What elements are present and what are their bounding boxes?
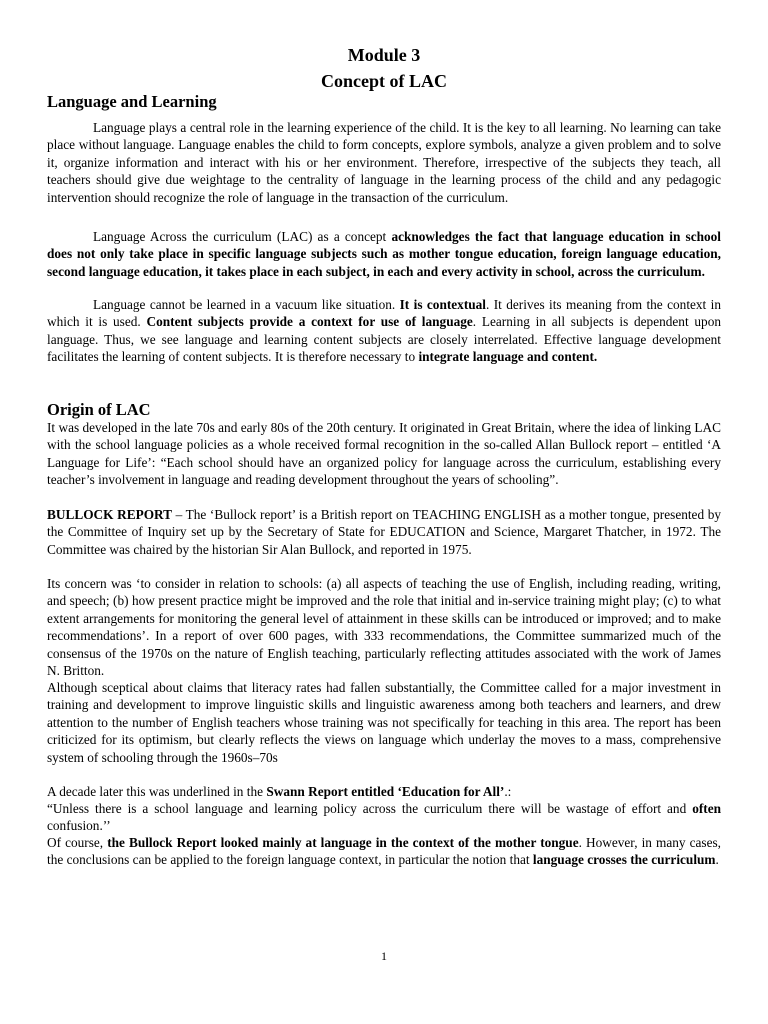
bold-text-span: acknowledges the fact that language education in school does not only take place in specific language subjects such as mother tongue education, foreign language education, second language education, it takes place in each subject, in each and every activity in school, across the curriculum. (47, 229, 721, 279)
text-span: “Unless there is a school language and learning policy across the curriculum there will be wastage of effort and (47, 801, 693, 816)
text-span: . (715, 852, 719, 868)
paragraph-language-role: Language plays a central role in the learning experience of the child. It is the key to all learning. No learning can take place without language. Language enables the child to form concepts, explore symbols, analyze a given problem and to solve it, organize information and interact with his or her environment. Therefore, irrespective of the subjects they teach, all teachers should give due weightage to the centrality of language in the learning process of the child and any pedagogic intervention should recognize the role of language in the transaction of the curriculum. (47, 120, 721, 205)
text-span: Of course, (47, 835, 108, 850)
text-span: . Learning in all subjects is dependent upon language. Thus, we see language and learning content subjects are closely interrelated. Effective language development facilitates the learning of content subjects. It is therefore necessary to (47, 314, 722, 365)
text-span: confusion.’’ (47, 818, 111, 834)
text-span: Language cannot be learned in a vacuum like situation. (93, 297, 400, 312)
text-span: Language Across the curriculum (LAC) as a concept (93, 229, 392, 244)
bold-text-span: Swann Report entitled ‘Education for All’ (266, 784, 505, 799)
bold-text-span: often (692, 801, 721, 816)
text-span: . However, in many cases, the conclusions can be applied to the foreign language context, in particular the notion that (47, 835, 721, 868)
paragraph-sceptical: Although sceptical about claims that literacy rates had fallen substantially, the Committee called for a major investment in training and development to improve linguistic skills and linguistic awareness among both teachers and learners, and drew attention to the number of English teachers whose training was not specifically for teaching in this area. The report has been criticized for its optimism, but clearly reflects the views on language which underlay the moves to a mass, comprehensive system of schooling through the 1960s–70s (47, 680, 721, 765)
paragraph-bullock-report (47, 506, 721, 558)
text-span: – The ‘Bullock report’ is a British report on TEACHING ENGLISH as a mother tongue, presented by the Committee of Inquiry set up by the Secretary of State for EDUCATION and Science, Margaret Thatcher, in 1972. The Committee was chaired by the historian Sir Alan Bullock, and reported in 1975. (47, 507, 722, 557)
paragraph-quote (47, 800, 721, 835)
text-span: .: (504, 784, 512, 799)
bold-text-span: BULLOCK REPORT (47, 507, 173, 522)
section-heading-language-and-learning: Language and Learning (47, 92, 217, 111)
paragraph-lac-concept (47, 228, 721, 280)
text-span: A decade later this was underlined in the (47, 784, 267, 799)
bold-text-span: language crosses the curriculum (532, 852, 716, 868)
paragraph-conclusion (47, 834, 721, 869)
paragraph-swann-report (47, 783, 721, 800)
paragraph-origin: It was developed in the late 70s and early 80s of the 20th century. It originated in Great Britain, where the idea of linking LAC with the school language policies as a whole received formal recognition in the so-called Allan Bullock report – entitled ‘A Language for Life’: “Each school should have an organized policy for language across the curriculum, establishing every teacher’s involvement in language and reading development throughout the years of schooling”. (47, 420, 721, 488)
bold-text-span: Content subjects provide a context for use of language (146, 314, 473, 330)
paragraph-concern: Its concern was ‘to consider in relation to schools: (a) all aspects of teaching the use of English, including reading, writing, and speech; (b) how present practice might be improved and the role that initial and in-service training might play; (c) to what extent arrangements for monitoring the general level of attainment in these skills can be introduced or improved; and to make recommendations’. In a report of over 600 pages, with 333 recommendations, the Committee summarized much of the consensus of the 1970s on the nature of English teaching, particularly reflecting attitudes associated with the work of James N. Britton. (47, 576, 721, 679)
text-span: . It derives its meaning from the context in which it is used. (47, 297, 722, 330)
paragraph-contextual-language (47, 296, 721, 366)
page-number: 1 (381, 949, 387, 963)
bold-text-span: integrate language and content. (418, 349, 598, 365)
section-heading-origin-of-lac: Origin of LAC (47, 400, 151, 419)
bold-text-span: the Bullock Report looked mainly at language in the context of the mother tongue (107, 835, 579, 850)
concept-title: Concept of LAC (321, 71, 447, 91)
module-title: Module 3 (347, 45, 421, 65)
bold-text-span: It is contextual (399, 297, 486, 312)
